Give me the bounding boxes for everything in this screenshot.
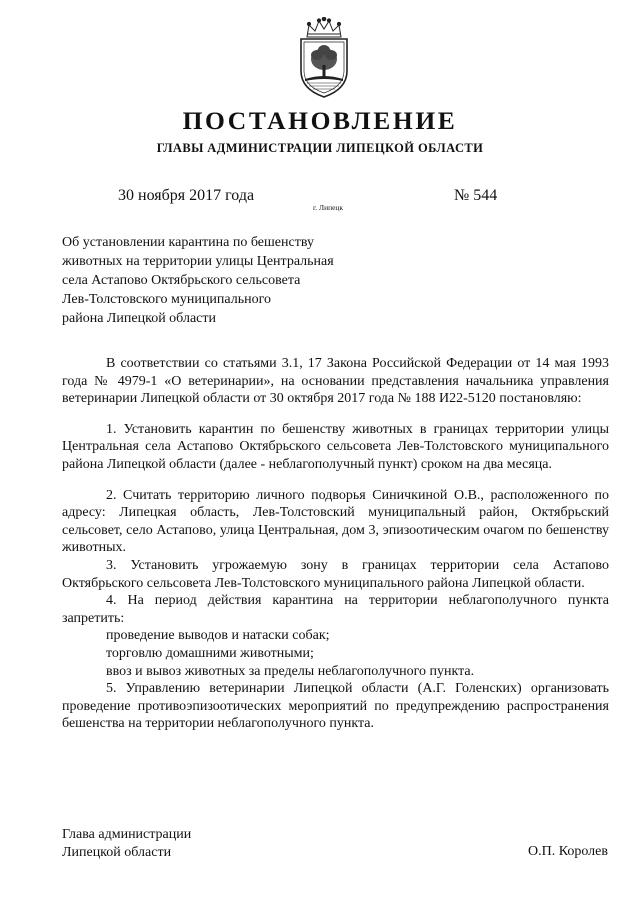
subject-line: Об установлении карантина по бешенству xyxy=(62,235,314,250)
item-2-paragraph: 2. Считать территорию личного подворья Синичкиной О.В., расположенного по адресу: Липецкая область, Лев-Толстовский муниципальный район, Октябрьский сельсовет, село Астапово, улица Центральная, дом 3, эпизоотическим очагом по бешенству животных. xyxy=(62,487,609,556)
prohibition-item: торговлю домашними животными; xyxy=(106,645,314,661)
signatory-position-line: Липецкой области xyxy=(62,845,172,860)
prohibition-item: проведение выводов и натаски собак; xyxy=(106,628,330,644)
document-date: 30 ноября 2017 года xyxy=(118,187,255,204)
document-subject xyxy=(62,233,372,328)
signatory-position-line: Глава администрации xyxy=(62,827,192,842)
coat-of-arms-icon xyxy=(293,17,355,99)
document-subtitle: ГЛАВЫ АДМИНИСТРАЦИИ ЛИПЕЦКОЙ ОБЛАСТИ xyxy=(156,141,484,155)
item-5-paragraph: 5. Управлению ветеринарии Липецкой области (А.Г. Голенских) организовать проведение противоэпизоотических мероприятий по предупреждению распространения бешенства на территории неблагополучного пункта. xyxy=(62,681,609,732)
subject-line: Лев-Толстовского муниципального xyxy=(62,292,271,307)
preamble-paragraph: В соответствии со статьями 3.1, 17 Закона Российской Федерации от 14 мая 1993 года № 4979-1 «О ветеринарии», на основании представления начальника управления ветеринарии Липецкой области от 30 октября 2017 года № 188 И22-5120 постановляю: xyxy=(62,356,609,407)
subject-line: животных на территории улицы Центральная xyxy=(62,254,334,269)
signatory-name: О.П. Королев xyxy=(528,844,608,859)
document-number: № 544 xyxy=(454,187,498,204)
item-1-paragraph: 1. Установить карантин по бешенству животных в границах территории улицы Центральная села Астапово Октябрьского сельсовета Лев-Толстовского муниципального района Липецкой области (далее - неблагополучный пункт) сроком на два месяца. xyxy=(62,421,609,472)
prohibition-item: ввоз и вывоз животных за пределы неблагополучного пункта. xyxy=(106,663,475,679)
item-3-paragraph: 3. Установить угрожаемую зону в границах территории села Астапово Октябрьского сельсовета Лев-Толстовского муниципального района Липецкой области. xyxy=(62,557,609,591)
subject-line: района Липецкой области xyxy=(62,311,216,326)
document-title: ПОСТАНОВЛЕНИЕ xyxy=(182,106,458,135)
subject-line: села Астапово Октябрьского сельсовета xyxy=(62,273,301,288)
item-4-paragraph: 4. На период действия карантина на территории неблагополучного пункта запретить: xyxy=(62,593,609,626)
document-body xyxy=(62,355,609,733)
signatory-position xyxy=(62,826,191,862)
document-city: г. Липецк xyxy=(313,203,344,212)
